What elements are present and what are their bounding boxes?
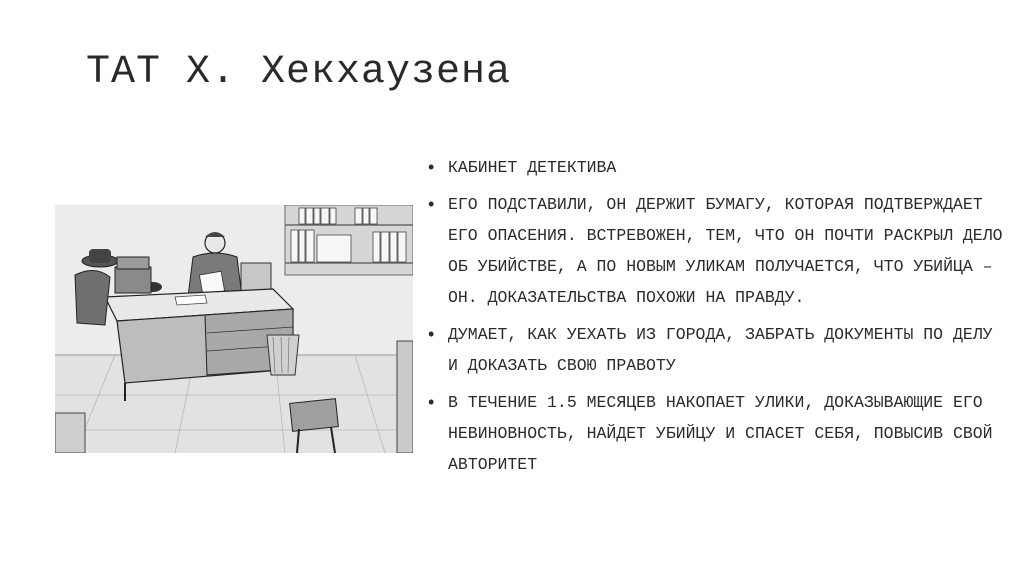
bullet-list bbox=[428, 152, 1008, 486]
detective-office-sketch-icon bbox=[55, 205, 413, 453]
bullet-item: • ДУМАЕТ, КАК УЕХАТЬ ИЗ ГОРОДА, ЗАБРАТЬ ДОКУМЕНТЫ ПО ДЕЛУ И ДОКАЗАТЬ СВОЮ ПРАВОТУ bbox=[428, 319, 1008, 381]
bullet-item: • В ТЕЧЕНИЕ 1.5 МЕСЯЦЕВ НАКОПАЕТ УЛИКИ, ДОКАЗЫВАЮЩИЕ ЕГО НЕВИНОВНОСТЬ, НАЙДЕТ УБИЙЦУ И СПАСЕТ СЕБЯ, ПОВЫСИВ СВОЙ АВТОРИТЕТ bbox=[428, 387, 1008, 480]
bullet-item: • ЕГО ПОДСТАВИЛИ, ОН ДЕРЖИТ БУМАГУ, КОТОРАЯ ПОДТВЕРЖДАЕТ ЕГО ОПАСЕНИЯ. ВСТРЕВОЖЕН, ТЕМ, ЧТО ОН ПОЧТИ РАСКРЫЛ ДЕЛО ОБ УБИЙСТВЕ, А ПО НОВЫМ УЛИКАМ ПОЛУЧАЕТСЯ, ЧТО УБИЙЦА – ОН. ДОКАЗАТЕЛЬСТВА ПОХОЖИ НА ПРАВДУ. bbox=[428, 189, 1008, 313]
bullet-item: • КАБИНЕТ ДЕТЕКТИВА bbox=[428, 152, 1008, 183]
slide-title: ТАТ Х. Хекхаузена bbox=[86, 50, 512, 95]
